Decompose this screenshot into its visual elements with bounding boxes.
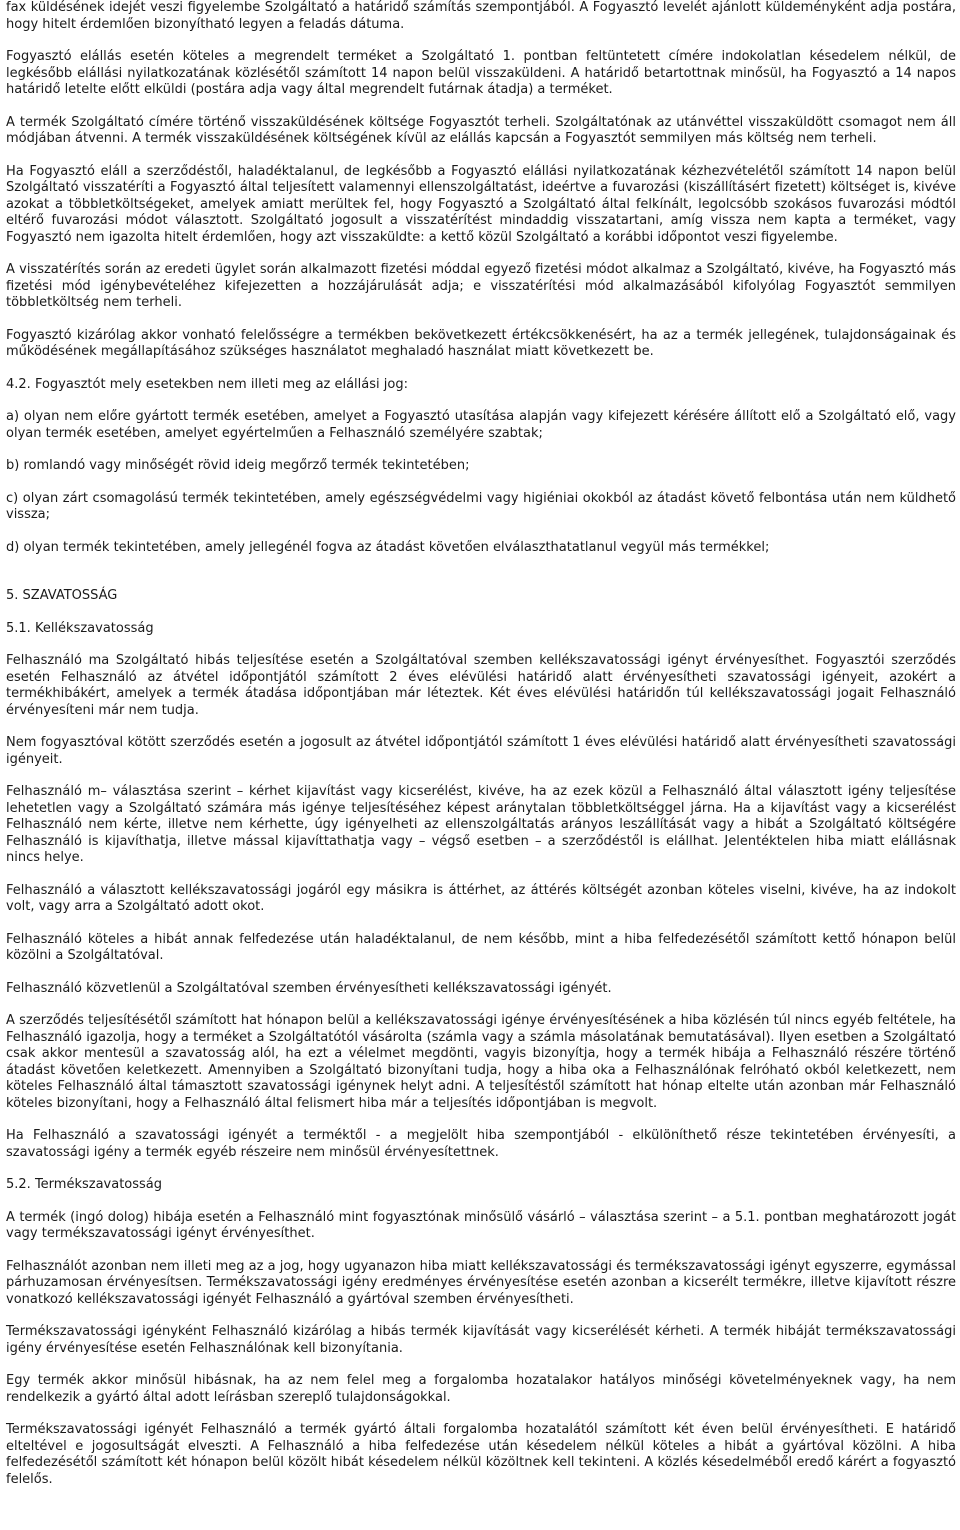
paragraph: A szerződés teljesítésétől számított hat hónapon belül a kellékszavatossági igénye érvényesítésének a hiba közlésén túl nincs egyéb feltétele, ha Felhasználó igazolja, hogy a terméket a Szolgáltatótól vásárolta (számla vagy a számla másolatának bemutatásával). Ilyen esetben a Szolgáltató csak akkor mentesül a szavatosság alól, ha ezt a vélelmet megdönti, vagyis bizonyítja, hogy a termék hibája a Felhasználó részére történő átadást követően keletkezett. Amennyiben a Szolgáltató bizonyítani tudja, hogy a hiba oka a Felhasználónak felróható okból keletkezett, nem köteles Felhasználó által támasztott szavatossági igénynek helyt adni. A teljesítéstől számított hat hónap eltelte után azonban már Felhasználó köteles bizonyítani, hogy a Felhasználó által felismert hiba már a teljesítés időpontjában is megvolt. xyxy=(6,1013,956,1111)
paragraph: Nem fogyasztóval kötött szerződés esetén a jogosult az átvétel időpontjától számított 1 éves elévülési határidő alatt érvényesítheti szavatossági igényeit. xyxy=(6,735,956,767)
chapter-heading: 5. SZAVATOSSÁG xyxy=(6,588,118,603)
section-heading: 4.2. Fogyasztót mely esetekben nem illeti meg az elállási jog: xyxy=(6,376,408,392)
paragraph: A termék Szolgáltató címére történő visszaküldésének költsége Fogyasztót terheli. Szolgáltatónak az utánvéttel visszaküldött csomagot nem áll módjában átvenni. A termék visszaküldésének költségének kívül az elállás kapcsán a Fogyasztót semmilyen más költség nem terheli. xyxy=(6,114,956,146)
paragraph: fax küldésének idejét veszi figyelembe Szolgáltató a határidő számítás szempontjából. A Fogyasztó levelét ajánlott küldeményként adja postára, hogy hitelt érdemlően bizonyítható legyen a feladás dátuma. xyxy=(6,0,956,32)
paragraph: Fogyasztó elállás esetén köteles a megrendelt terméket a Szolgáltató 1. pontban feltüntetett címére indokolatlan késedelem nélkül, de legkésőbb elállási nyilatkozatának közlésétől számított 14 napon belül visszaküldeni. A határidő betartottnak minősül, ha Fogyasztó a 14 napos határidő letelte előtt elküldi (postára adja vagy által megrendelt futárnak átadja) a terméket. xyxy=(6,49,956,97)
paragraph: A termék (ingó dolog) hibája esetén a Felhasználó mint fogyasztónak minősülő vásárló – választása szerint – a 5.1. pontban meghatározott jogát vagy termékszavatossági igényt érvényesíthet. xyxy=(6,1209,956,1241)
paragraph: Egy termék akkor minősül hibásnak, ha az nem felel meg a forgalomba hozatalakor hatályos minőségi követelményeknek vagy, ha nem rendelkezik a gyártó által adott leírásban szereplő tulajdonságokkal. xyxy=(6,1373,956,1405)
section-heading: 5.2. Termékszavatosság xyxy=(6,1177,163,1192)
paragraph: Ha Felhasználó a szavatossági igényét a terméktől - a megjelölt hiba szempontjából - elkülöníthető része tekintetében érvényesíti, a szavatossági igény a termék egyéb részeire nem minősül érvényesítettnek. xyxy=(6,1128,956,1160)
paragraph: A visszatérítés során az eredeti ügylet során alkalmazott fizetési móddal egyező fizetési módot alkalmaz a Szolgáltató, kivéve, ha Fogyasztó más fizetési mód igénybevételéhez kifejezetten a hozzájárulását adja; e visszatérítési mód alkalmazásából kifolyólag Fogyasztót semmilyen többletköltség nem terheli. xyxy=(6,262,956,310)
list-item: a) olyan nem előre gyártott termék esetében, amelyet a Fogyasztó utasítása alapján vagy kifejezett kérésére állított elő a Szolgáltató elő, vagy olyan termék esetében, amelyet egyértelműen a Felhasználó személyére szabtak; xyxy=(6,409,956,441)
paragraph: Ha Fogyasztó eláll a szerződéstől, haladéktalanul, de legkésőbb a Fogyasztó elállási nyilatkozatának kézhezvételétől számított 14 napon belül Szolgáltató visszatéríti a Fogyasztó által teljesített valamennyi ellenszolgáltatást, ideértve a fuvarozási (kiszállításért fizetett) költséget is, kivéve azokat a többletköltségeket, amelyek amiatt merültek fel, hogy Fogyasztó a Szolgáltató által felkínált, legolcsóbb szokásos fuvarozási módtól eltérő fuvarozási módot választott. Szolgáltató jogosult a visszatérítést mindaddig visszatartani, amíg vissza nem kapta a terméket, vagy Fogyasztó nem igazolta hitelt érdemlően, hogy azt visszaküldte: a kettő közül Szolgáltató a korábbi időpontot veszi figyelembe. xyxy=(6,163,956,245)
paragraph: Fogyasztó kizárólag akkor vonható felelősségre a termékben bekövetkezett értékcsökkenésért, ha az a termék jellegének, tulajdonságainak és működésének megállapításához szükséges használatot meghaladó használat miatt következett be. xyxy=(6,327,956,359)
list-item: d) olyan termék tekintetében, amely jellegénél fogva az átadást követően elválaszthatatlanul vegyül más termékkel; xyxy=(6,539,770,555)
blank-line xyxy=(6,572,956,588)
paragraph: Felhasználó köteles a hibát annak felfedezése után haladéktalanul, de nem később, mint a hiba felfedezésétől számított kettő hónapon belül közölni a Szolgáltatóval. xyxy=(6,931,956,963)
section-heading: 5.1. Kellékszavatosság xyxy=(6,620,154,636)
paragraph: Felhasználót azonban nem illeti meg az a jog, hogy ugyanazon hiba miatt kellékszavatossági és termékszavatossági igényt egyszerre, egymással párhuzamosan érvényesítsen. Termékszavatossági igény eredményes érvényesítése esetén azonban a kicserélt termékre, illetve kijavított részre vonatkozó kellékszavatossági igényét Felhasználó a gyártóval szemben érvényesítheti. xyxy=(6,1258,956,1307)
document-page xyxy=(6,0,956,1488)
list-item: c) olyan zárt csomagolású termék tekintetében, amely egészségvédelmi vagy higiéniai okokból az átadást követő felbontása után nem küldhető vissza; xyxy=(6,490,956,522)
paragraph: Termékszavatossági igényét Felhasználó a termék gyártó általi forgalomba hozatalától számított két éven belül érvényesítheti. E határidő elteltével e jogosultságát elveszti. A Felhasználó a hiba felfedezése után késedelem nélkül köteles a hibát a gyártóval közölni. A hiba felfedezésétől számított két hónapon belül közölt hibát késedelem nélkül közöltnek kell tekinteni. A közlés késedelméből eredő kárért a fogyasztó felelős. xyxy=(6,1422,956,1487)
paragraph: Felhasználó közvetlenül a Szolgáltatóval szemben érvényesítheti kellékszavatossági igényét. xyxy=(6,980,612,996)
paragraph: Felhasználó ma Szolgáltató hibás teljesítése esetén a Szolgáltatóval szemben kellékszavatossági igényt érvényesíthet. Fogyasztói szerződés esetén Felhasználó az átvétel időpontjától számított 2 éves elévülési határidő alatt érvényesítheti szavatossági igényeit, azokért a termékhibákért, amelyek a termék átadása időpontjában már léteztek. Két éves elévülési határidőn túl kellékszavatossági jogait Felhasználó érvényesíteni már nem tudja. xyxy=(6,653,956,718)
paragraph: Felhasználó m– választása szerint – kérhet kijavítást vagy kicserélést, kivéve, ha az ezek közül a Felhasználó által választott igény teljesítése lehetetlen vagy a Szolgáltató számára más igénye teljesítéséhez képest aránytalan többletköltséggel járna. Ha a kijavítást vagy a kicserélést Felhasználó nem kérte, illetve nem kérhette, úgy igényelheti az ellenszolgáltatás arányos leszállítását vagy a hibát a Szolgáltató költségére Felhasználó is kijavíthatja, illetve mással kijavíttathatja vagy – végső esetben – a szerződéstől is elállhat. Jelentéktelen hiba miatt elállásnak nincs helye. xyxy=(6,784,956,865)
paragraph: Termékszavatossági igényként Felhasználó kizárólag a hibás termék kijavítását vagy kicserélését kérheti. A termék hibáját termékszavatossági igény érvényesítése esetén Felhasználónak kell bizonyítania. xyxy=(6,1324,956,1356)
list-item: b) romlandó vagy minőségét rövid ideig megőrző termék tekintetében; xyxy=(6,458,470,473)
paragraph: Felhasználó a választott kellékszavatossági jogáról egy másikra is áttérhet, az áttérés költségét azonban köteles viselni, kivéve, ha az indokolt volt, vagy arra a Szolgáltató adott okot. xyxy=(6,882,956,914)
